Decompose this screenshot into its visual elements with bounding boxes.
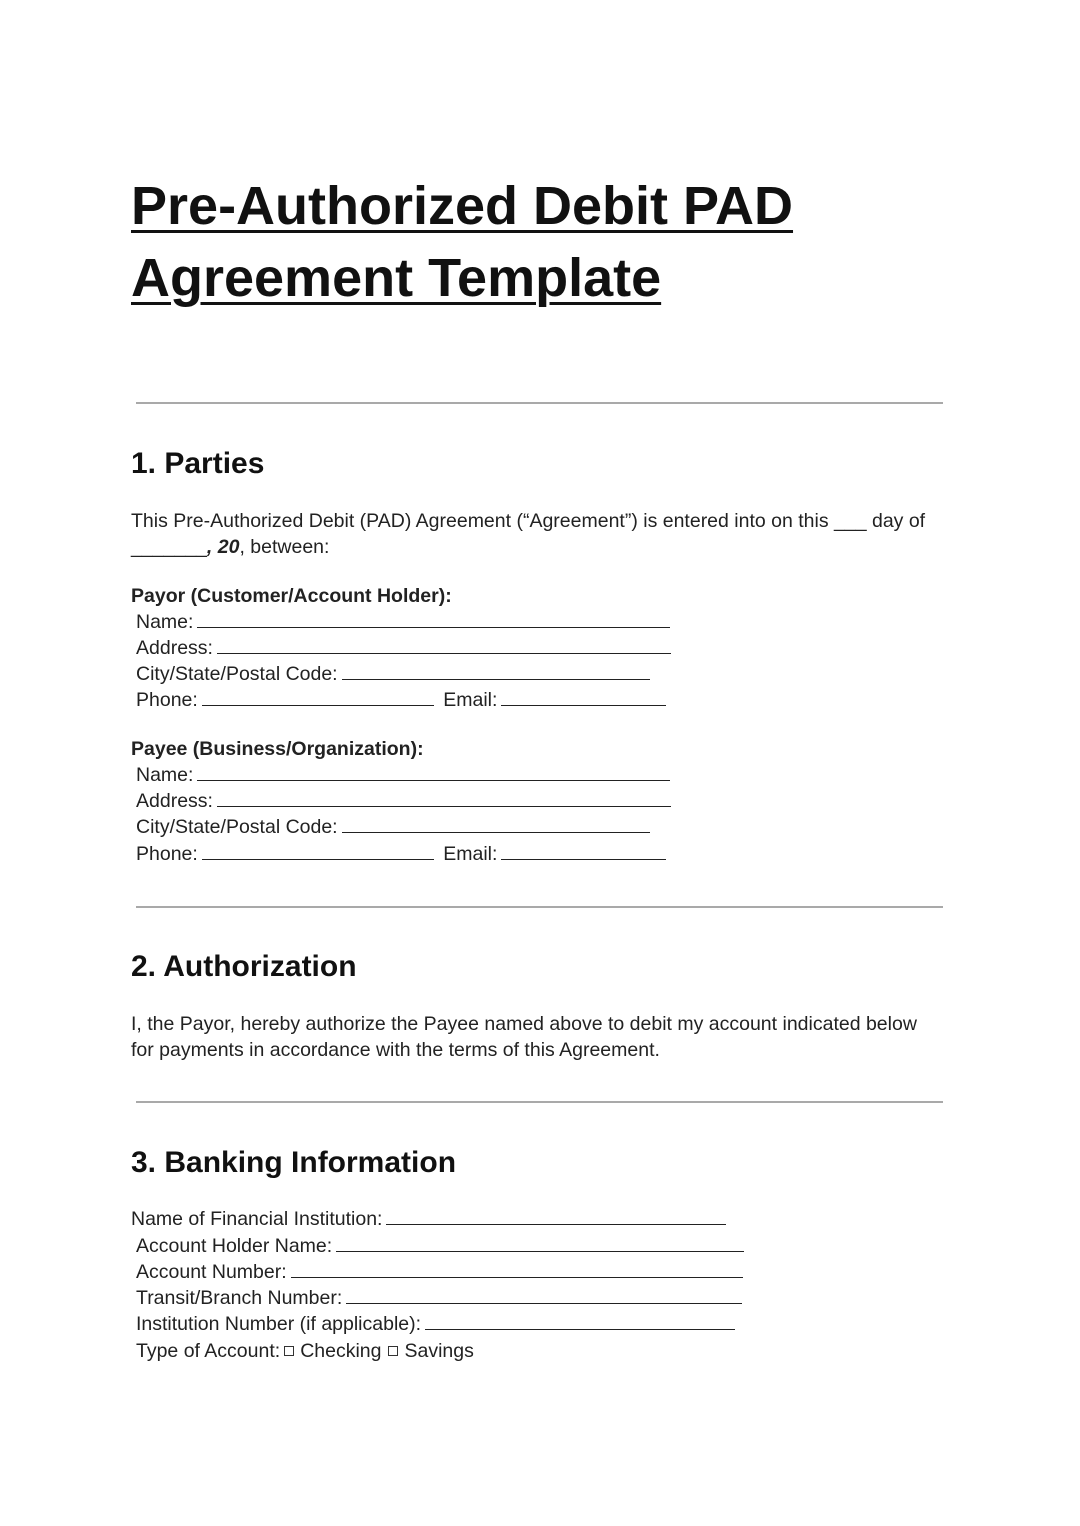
transit-label: Transit/Branch Number: xyxy=(136,1287,343,1309)
institution-number-row xyxy=(136,1311,735,1337)
transit-field[interactable] xyxy=(346,1285,742,1304)
institution-label: Name of Financial Institution: xyxy=(131,1208,383,1230)
payor-city-row xyxy=(136,661,650,687)
parties-intro xyxy=(131,508,951,560)
institution-row xyxy=(131,1206,726,1232)
payee-name-field[interactable] xyxy=(197,762,670,781)
payee-heading: Payee (Business/Organization): xyxy=(131,738,424,760)
savings-option-label: Savings xyxy=(404,1340,474,1362)
payee-email-label: Email: xyxy=(443,843,498,865)
document-title xyxy=(131,170,951,314)
section-heading-authorization: 2. Authorization xyxy=(131,950,357,983)
institution-number-label: Institution Number (if applicable): xyxy=(136,1313,422,1335)
savings-checkbox[interactable] xyxy=(388,1346,398,1356)
payor-name-field[interactable] xyxy=(197,609,670,628)
institution-number-field[interactable] xyxy=(425,1311,735,1330)
payor-name-label: Name: xyxy=(136,611,194,633)
account-number-field[interactable] xyxy=(291,1259,743,1278)
title-line-2: Agreement Template xyxy=(131,248,662,308)
payee-phone-label: Phone: xyxy=(136,843,198,865)
holder-label: Account Holder Name: xyxy=(136,1235,333,1257)
payee-name-row xyxy=(136,762,670,788)
payor-heading: Payor (Customer/Account Holder): xyxy=(131,585,452,607)
checking-checkbox[interactable] xyxy=(284,1346,294,1356)
payor-city-label: City/State/Postal Code: xyxy=(136,663,338,685)
divider xyxy=(136,402,943,404)
payee-phone-field[interactable] xyxy=(202,841,434,860)
payee-address-row xyxy=(136,788,671,814)
account-number-row xyxy=(136,1259,743,1285)
payee-city-row xyxy=(136,814,650,840)
holder-field[interactable] xyxy=(336,1233,744,1252)
payor-address-row xyxy=(136,635,671,661)
authorization-text xyxy=(131,1011,951,1063)
institution-field[interactable] xyxy=(386,1206,726,1225)
payee-address-label: Address: xyxy=(136,790,213,812)
section-heading-banking: 3. Banking Information xyxy=(131,1146,457,1179)
account-type-label: Type of Account: xyxy=(136,1340,281,1362)
payee-city-field[interactable] xyxy=(342,814,650,833)
checking-option-label: Checking xyxy=(300,1340,382,1362)
payor-address-label: Address: xyxy=(136,637,213,659)
payor-email-field[interactable] xyxy=(501,687,666,706)
payee-address-field[interactable] xyxy=(217,788,671,807)
date-month-blank[interactable]: _______ xyxy=(131,536,207,558)
title-line-1: Pre-Authorized Debit PAD xyxy=(131,176,794,236)
holder-row xyxy=(136,1233,744,1259)
parties-intro-line-1: This Pre-Authorized Debit (PAD) Agreement (“Agreement”) is entered into on this ___ day of xyxy=(131,510,926,532)
authorization-line-2: for payments in accordance with the terms of this Agreement. xyxy=(131,1039,660,1061)
divider xyxy=(136,1101,943,1103)
payor-phone-field[interactable] xyxy=(202,687,434,706)
payee-email-field[interactable] xyxy=(501,841,666,860)
payee-name-label: Name: xyxy=(136,764,194,786)
payor-name-row xyxy=(136,609,670,635)
payor-city-field[interactable] xyxy=(342,661,650,680)
authorization-line-1: I, the Payor, hereby authorize the Payee named above to debit my account indicated below xyxy=(131,1013,917,1035)
section-heading-parties: 1. Parties xyxy=(131,447,265,480)
payor-phone-label: Phone: xyxy=(136,689,198,711)
divider xyxy=(136,906,943,908)
payor-phone-row xyxy=(136,687,666,713)
year-prefix: , 20 xyxy=(206,536,240,558)
payee-city-label: City/State/Postal Code: xyxy=(136,816,338,838)
account-number-label: Account Number: xyxy=(136,1261,287,1283)
payor-address-field[interactable] xyxy=(217,635,671,654)
payor-email-label: Email: xyxy=(443,689,498,711)
account-type-row xyxy=(136,1338,474,1364)
transit-row xyxy=(136,1285,742,1311)
payee-phone-row xyxy=(136,841,666,867)
parties-intro-between: , between: xyxy=(239,536,330,558)
